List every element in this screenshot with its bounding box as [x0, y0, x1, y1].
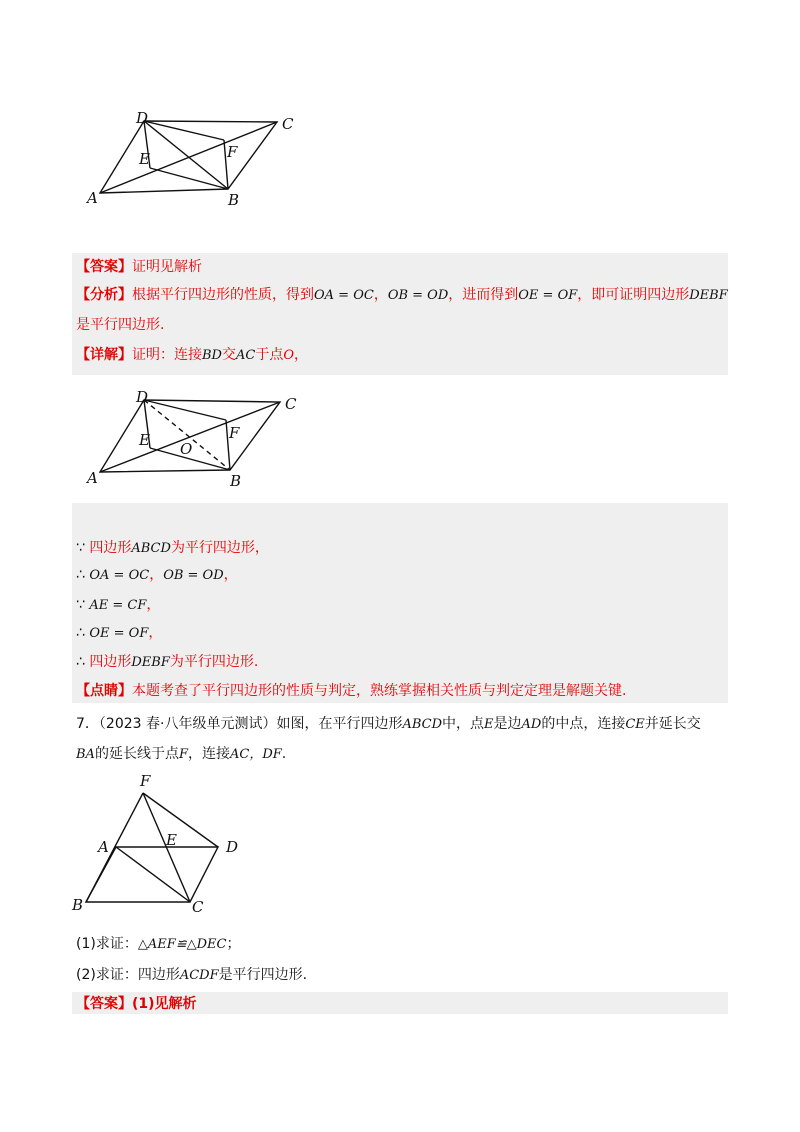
proof-text: 四边形: [89, 540, 132, 556]
label-F: F: [229, 424, 240, 442]
proof-text: 为平行四边形，: [170, 540, 269, 556]
answer-line: [76, 257, 202, 277]
label-A: A: [87, 469, 98, 487]
math-ae-cf: AE = CF: [89, 598, 147, 613]
q-text: 是平行四边形.: [218, 967, 308, 983]
math-oa-oc: OA = OC: [89, 568, 150, 583]
label-B: B: [228, 191, 240, 209]
proof-line-1: [76, 538, 269, 559]
proof-text: 为平行四边形.: [169, 654, 259, 670]
sep: ，: [373, 287, 388, 303]
question-source: （2023 春·八年级单元测试）: [98, 716, 277, 732]
part1-label: (1)求证：: [76, 936, 138, 952]
math-ob-od: OB = OD: [163, 568, 224, 583]
proof-line-2: [76, 565, 238, 586]
math-abcd: ABCD: [402, 717, 443, 732]
proof-text: 四边形: [89, 654, 132, 670]
q-text: 的延长线于点: [94, 746, 179, 762]
math-bd: BD: [202, 348, 222, 363]
math-ce: CE: [625, 717, 645, 732]
math-o: O: [283, 348, 294, 363]
analysis-text-3: ，即可证明四边形: [577, 287, 690, 303]
label-C: C: [192, 898, 204, 916]
analysis-tag: 【分析】: [76, 287, 132, 303]
analysis-text-1: 根据平行四边形的性质，得到: [132, 287, 314, 303]
math-f: F: [178, 747, 188, 762]
label-F: F: [227, 143, 238, 161]
answer-tag: 【答案】: [76, 996, 132, 1012]
math-oa-oc: OA = OC: [314, 288, 374, 303]
math-congruent: △AEF≌△DEC: [137, 937, 227, 952]
label-E: E: [166, 831, 177, 849]
math-ob-od: OB = OD: [387, 288, 449, 303]
detail-text-3: 于点: [255, 347, 284, 363]
math-e: E: [484, 717, 494, 732]
math-ba: BA: [76, 747, 95, 762]
math-debf: DEBF: [689, 288, 728, 303]
q-text: 的中点，连接: [541, 716, 626, 732]
because-symbol: ∵: [76, 540, 85, 556]
math-ac: AC: [235, 348, 256, 363]
figure-parallelogram-2: [80, 382, 310, 497]
math-oe-of: OE = OF: [518, 288, 578, 303]
question-number: 7．: [76, 716, 99, 732]
because-symbol: ∵: [76, 597, 85, 613]
analysis-text-2: ，进而得到: [448, 287, 519, 303]
q7-line-2: [76, 744, 286, 765]
analysis-line-2: 是平行四边形.: [76, 317, 165, 333]
label-B: B: [230, 472, 242, 490]
label-F: F: [140, 772, 151, 790]
proof-line-5: [76, 652, 258, 673]
label-B: B: [72, 896, 84, 914]
part2-label: (2)求证：四边形: [76, 967, 180, 983]
comment-text: 本题考查了平行四边形的性质与判定，熟练掌握相关性质与判定定理是解题关键.: [132, 683, 627, 699]
answer-tag: 【答案】: [76, 259, 132, 275]
part2-line: [76, 965, 307, 986]
label-D: D: [136, 388, 149, 406]
proof-line-3: [76, 595, 160, 616]
answer-text: (1)见解析: [132, 996, 197, 1012]
therefore-symbol: ∴: [76, 567, 85, 583]
q-text: 是边: [493, 716, 522, 732]
detail-text-4: ，: [294, 347, 308, 363]
sep: ，: [149, 567, 164, 583]
q7-line-1: [76, 714, 701, 735]
q-text: ，连接: [187, 746, 230, 762]
label-D: D: [226, 838, 239, 856]
math-oe-of: OE = OF: [89, 626, 149, 641]
q-text: 如图，在平行四边形: [276, 716, 403, 732]
q-text: .: [281, 746, 287, 762]
math-debf: DEBF: [131, 655, 170, 670]
proof-block: [72, 503, 728, 703]
q-text: ；: [226, 936, 241, 952]
sep: ，: [146, 597, 161, 613]
q7-answer-line: [76, 994, 197, 1014]
math-ad: AD: [521, 717, 542, 732]
detail-line: [76, 345, 308, 366]
sep: ，: [148, 625, 163, 641]
label-A: A: [87, 189, 98, 207]
label-O: O: [180, 440, 193, 458]
part1-line: [76, 934, 241, 955]
figure-parallelogram-1: [80, 105, 310, 215]
detail-tag: 【详解】: [76, 347, 132, 363]
therefore-symbol: ∴: [76, 625, 85, 641]
detail-text-2: 交: [221, 347, 236, 363]
math-ac-df: AC，DF: [229, 747, 282, 762]
math-abcd: ABCD: [131, 541, 171, 556]
label-D: D: [136, 109, 149, 127]
label-E: E: [139, 150, 150, 168]
label-E: E: [139, 431, 150, 449]
proof-line-4: [76, 623, 162, 644]
comment-line: [76, 681, 626, 701]
answer-text: 证明见解析: [132, 259, 202, 275]
comment-tag: 【点睛】: [76, 683, 132, 699]
therefore-symbol: ∴: [76, 654, 85, 670]
sep: ，: [223, 567, 238, 583]
label-C: C: [285, 395, 297, 413]
math-acdf: ACDF: [179, 968, 219, 983]
analysis-line-1: [76, 285, 728, 306]
q-text: 中，点: [442, 716, 485, 732]
q-text: 并延长交: [644, 716, 701, 732]
label-A: A: [98, 838, 109, 856]
detail-text-1: 证明：连接: [132, 347, 202, 363]
label-C: C: [282, 115, 294, 133]
figure-parallelogram-3: [66, 770, 256, 920]
